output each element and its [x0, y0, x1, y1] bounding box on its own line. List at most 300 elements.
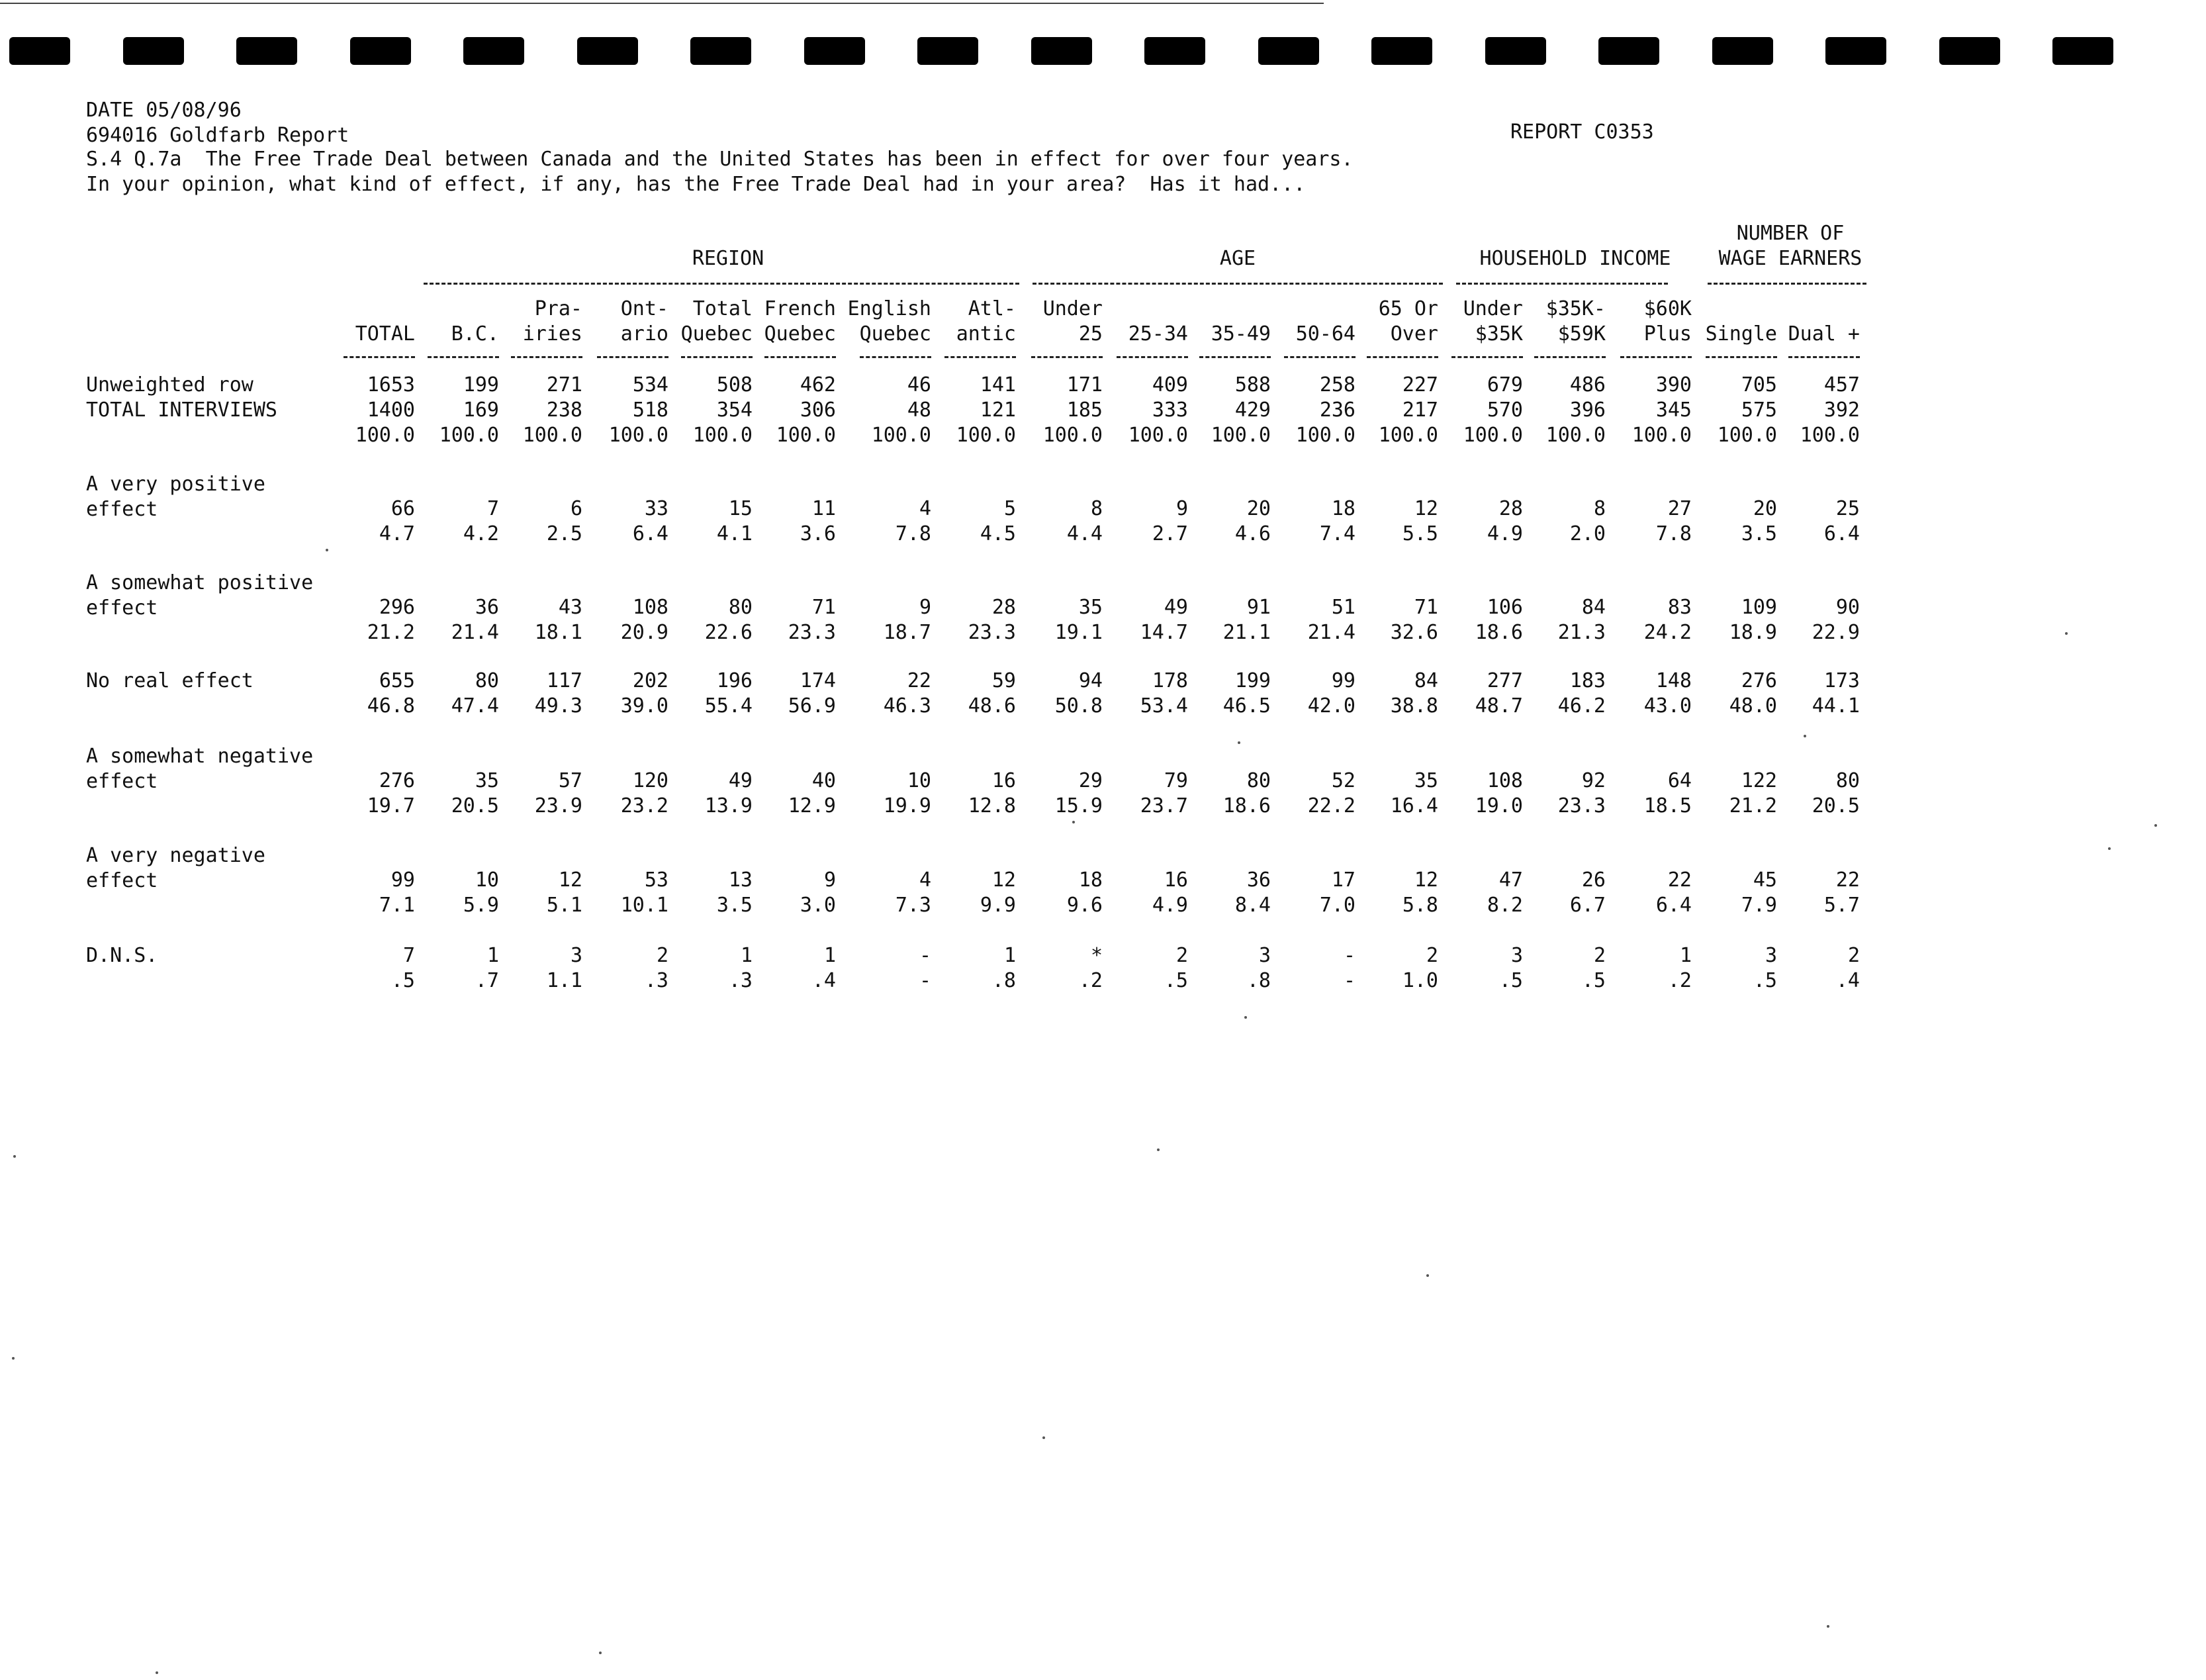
- table-cell: 80: [1835, 769, 1860, 792]
- table-cell: 4.4: [1066, 522, 1103, 545]
- column-header: B.C.: [451, 322, 499, 346]
- table-cell: 1.0: [1402, 969, 1438, 992]
- row-label: effect: [86, 869, 158, 892]
- table-cell: 296: [379, 596, 415, 619]
- table-cell: 46: [907, 373, 931, 397]
- table-cell: 21.3: [1557, 621, 1606, 644]
- table-cell: 50.8: [1054, 694, 1103, 718]
- scan-speck: [1827, 1625, 1829, 1628]
- scan-speck: [1072, 821, 1075, 823]
- printer-feed-holes: [0, 37, 2206, 70]
- column-header: 50-64: [1295, 322, 1356, 346]
- table-cell: 462: [800, 373, 836, 397]
- table-cell: 2.0: [1569, 522, 1606, 545]
- table-cell: 7.1: [379, 894, 415, 917]
- table-cell: 7.0: [1319, 894, 1356, 917]
- column-header: $59K: [1557, 322, 1606, 346]
- table-cell: -: [919, 969, 931, 992]
- table-cell: 100.0: [1042, 424, 1103, 447]
- scan-speck: [1426, 1274, 1429, 1277]
- table-cell: 202: [632, 669, 668, 692]
- table-cell: 18.6: [1222, 794, 1271, 817]
- table-cell: 3.0: [800, 894, 836, 917]
- table-cell: 12: [1414, 497, 1438, 520]
- table-cell: 4: [919, 868, 931, 892]
- table-cell: 36: [475, 596, 499, 619]
- table-cell: 183: [1569, 669, 1606, 692]
- banner-wage-earners-line2: WAGE EARNERS: [1718, 247, 1862, 270]
- table-cell: 23.9: [534, 794, 582, 817]
- table-cell: 4.9: [1487, 522, 1523, 545]
- table-cell: 79: [1164, 769, 1188, 792]
- column-underline: [860, 356, 931, 358]
- table-cell: 3: [1510, 944, 1523, 967]
- banner-wage-earners-line1: NUMBER OF: [1736, 222, 1845, 245]
- table-cell: 49: [1164, 596, 1188, 619]
- feed-hole: [690, 37, 751, 65]
- feed-hole: [1825, 37, 1886, 65]
- table-cell: 100.0: [1128, 424, 1188, 447]
- table-cell: 100.0: [439, 424, 499, 447]
- column-header: Quebec: [764, 322, 836, 346]
- column-header: Quebec: [859, 322, 931, 346]
- column-header: Plus: [1643, 322, 1692, 346]
- table-cell: 392: [1823, 398, 1860, 422]
- column-underline: [1451, 356, 1523, 358]
- table-cell: 92: [1581, 769, 1606, 792]
- table-cell: 588: [1234, 373, 1271, 397]
- table-cell: 28: [1498, 497, 1523, 520]
- feed-hole: [917, 37, 978, 65]
- table-cell: 457: [1823, 373, 1860, 397]
- table-cell: 2.5: [546, 522, 582, 545]
- table-cell: 11: [811, 497, 836, 520]
- column-underline: [511, 356, 582, 358]
- column-underline: [1788, 356, 1860, 358]
- table-cell: 33: [644, 497, 668, 520]
- table-cell: 108: [1487, 769, 1523, 792]
- table-cell: 1: [486, 944, 499, 967]
- table-cell: 18: [1078, 868, 1103, 892]
- table-cell: 29: [1078, 769, 1103, 792]
- table-cell: 705: [1741, 373, 1777, 397]
- table-cell: .5: [1164, 969, 1188, 992]
- scan-speck: [156, 1671, 158, 1674]
- row-label: A very negative: [86, 844, 265, 867]
- table-cell: 100.0: [1800, 424, 1860, 447]
- table-cell: 12: [991, 868, 1016, 892]
- table-cell: 35: [1414, 769, 1438, 792]
- scan-speck: [1157, 1148, 1160, 1151]
- table-cell: 9.9: [980, 894, 1016, 917]
- table-cell: 48.0: [1729, 694, 1777, 718]
- table-cell: 390: [1655, 373, 1692, 397]
- table-cell: 570: [1487, 398, 1523, 422]
- table-cell: -: [919, 944, 931, 967]
- table-cell: 7.8: [1655, 522, 1692, 545]
- table-cell: 2: [1847, 944, 1860, 967]
- table-cell: 94: [1078, 669, 1103, 692]
- table-cell: 49.3: [534, 694, 582, 718]
- table-cell: 23.3: [788, 621, 836, 644]
- table-cell: 22: [1667, 868, 1692, 892]
- table-cell: 23.2: [620, 794, 668, 817]
- feed-hole: [1598, 37, 1659, 65]
- report-date: DATE 05/08/96: [86, 99, 242, 122]
- table-cell: .3: [644, 969, 668, 992]
- table-cell: 3.5: [1741, 522, 1777, 545]
- table-cell: 9: [823, 868, 836, 892]
- scan-speck: [1238, 741, 1240, 744]
- table-cell: 3: [570, 944, 582, 967]
- scan-speck: [13, 1155, 16, 1158]
- table-cell: 534: [632, 373, 668, 397]
- table-cell: 354: [716, 398, 753, 422]
- table-cell: 84: [1581, 596, 1606, 619]
- scan-speck: [599, 1652, 602, 1654]
- table-cell: 4.1: [716, 522, 753, 545]
- table-cell: 655: [379, 669, 415, 692]
- table-cell: 100.0: [1545, 424, 1606, 447]
- table-cell: 99: [391, 868, 415, 892]
- banner-income-rule: [1456, 283, 1668, 285]
- table-cell: 35: [1078, 596, 1103, 619]
- report-name: 694016 Goldfarb Report: [86, 124, 349, 147]
- table-cell: 258: [1319, 373, 1356, 397]
- table-cell: 4.5: [980, 522, 1016, 545]
- table-cell: 276: [1741, 669, 1777, 692]
- feed-hole: [2052, 37, 2113, 65]
- table-cell: .4: [1835, 969, 1860, 992]
- table-cell: 21.4: [451, 621, 499, 644]
- table-cell: 23.3: [1557, 794, 1606, 817]
- table-cell: 36: [1246, 868, 1271, 892]
- table-cell: 56.9: [788, 694, 836, 718]
- table-cell: 20: [1246, 497, 1271, 520]
- table-cell: 22.9: [1812, 621, 1860, 644]
- table-cell: 23.7: [1140, 794, 1188, 817]
- feed-hole: [1258, 37, 1319, 65]
- table-cell: .5: [391, 969, 415, 992]
- table-cell: 3: [1765, 944, 1777, 967]
- table-cell: 10: [907, 769, 931, 792]
- column-header: Atl-: [968, 297, 1016, 320]
- row-label: effect: [86, 770, 158, 793]
- column-header: Ont-: [620, 297, 668, 320]
- scan-speck: [2065, 632, 2068, 635]
- table-cell: 333: [1152, 398, 1188, 422]
- table-cell: 19.1: [1054, 621, 1103, 644]
- table-cell: .5: [1753, 969, 1777, 992]
- table-cell: 53.4: [1140, 694, 1188, 718]
- table-cell: 18.1: [534, 621, 582, 644]
- table-cell: 39.0: [620, 694, 668, 718]
- table-cell: 100.0: [956, 424, 1016, 447]
- column-underline: [428, 356, 499, 358]
- column-header: Dual +: [1788, 322, 1860, 346]
- table-cell: 108: [632, 596, 668, 619]
- table-cell: 109: [1741, 596, 1777, 619]
- column-underline: [1284, 356, 1356, 358]
- column-header: TOTAL: [355, 322, 415, 346]
- table-cell: 55.4: [704, 694, 753, 718]
- table-cell: 100.0: [1717, 424, 1777, 447]
- table-cell: 4: [919, 497, 931, 520]
- table-cell: 19.9: [883, 794, 931, 817]
- table-cell: 13.9: [704, 794, 753, 817]
- table-cell: 18.7: [883, 621, 931, 644]
- column-underline: [944, 356, 1016, 358]
- scan-speck: [1042, 1436, 1045, 1439]
- table-cell: 6.4: [632, 522, 668, 545]
- table-cell: 2: [656, 944, 668, 967]
- table-cell: 173: [1823, 669, 1860, 692]
- column-underline: [681, 356, 753, 358]
- banner-region-rule: [424, 283, 1019, 285]
- table-cell: 19.0: [1475, 794, 1523, 817]
- table-cell: 100.0: [1211, 424, 1271, 447]
- table-cell: 23.3: [968, 621, 1016, 644]
- table-cell: 1653: [367, 373, 415, 397]
- table-cell: 80: [728, 596, 753, 619]
- column-header: Under: [1463, 297, 1523, 320]
- column-header: Under: [1042, 297, 1103, 320]
- table-cell: 18: [1331, 497, 1356, 520]
- table-cell: 2: [1593, 944, 1606, 967]
- table-cell: 306: [800, 398, 836, 422]
- column-header: Quebec: [680, 322, 753, 346]
- column-header: 65 Or: [1378, 297, 1438, 320]
- table-cell: 6.7: [1569, 894, 1606, 917]
- feed-hole: [1371, 37, 1432, 65]
- table-cell: 46.2: [1557, 694, 1606, 718]
- table-cell: 518: [632, 398, 668, 422]
- table-cell: 40: [811, 769, 836, 792]
- feed-hole: [804, 37, 865, 65]
- table-cell: 7.8: [895, 522, 931, 545]
- table-cell: 46.8: [367, 694, 415, 718]
- table-cell: 409: [1152, 373, 1188, 397]
- table-cell: 8.2: [1487, 894, 1523, 917]
- table-cell: 15: [728, 497, 753, 520]
- table-cell: 217: [1402, 398, 1438, 422]
- table-cell: 90: [1835, 596, 1860, 619]
- table-cell: 32.6: [1390, 621, 1438, 644]
- table-cell: 16.4: [1390, 794, 1438, 817]
- table-cell: 17: [1331, 868, 1356, 892]
- column-header: Single: [1705, 322, 1777, 346]
- table-cell: 236: [1319, 398, 1356, 422]
- column-header: $60K: [1643, 297, 1692, 320]
- table-cell: 396: [1569, 398, 1606, 422]
- scan-speck: [326, 549, 328, 551]
- table-cell: 43.0: [1643, 694, 1692, 718]
- table-cell: .4: [811, 969, 836, 992]
- table-cell: .5: [1581, 969, 1606, 992]
- table-cell: .3: [728, 969, 753, 992]
- table-cell: 22.6: [704, 621, 753, 644]
- table-cell: 8: [1090, 497, 1103, 520]
- table-cell: 486: [1569, 373, 1606, 397]
- table-cell: 99: [1331, 669, 1356, 692]
- table-cell: 18.9: [1729, 621, 1777, 644]
- table-cell: 100.0: [1632, 424, 1692, 447]
- column-underline: [1117, 356, 1188, 358]
- table-cell: .8: [991, 969, 1016, 992]
- table-cell: 2: [1175, 944, 1188, 967]
- table-cell: 4.6: [1234, 522, 1271, 545]
- row-label: No real effect: [86, 669, 253, 692]
- table-cell: 679: [1487, 373, 1523, 397]
- table-cell: 20.9: [620, 621, 668, 644]
- table-cell: 7.9: [1741, 894, 1777, 917]
- table-cell: 20: [1753, 497, 1777, 520]
- table-cell: 51: [1331, 596, 1356, 619]
- table-cell: 71: [811, 596, 836, 619]
- table-cell: 117: [546, 669, 582, 692]
- table-cell: 22.2: [1307, 794, 1356, 817]
- table-cell: 43: [558, 596, 582, 619]
- table-cell: 13: [728, 868, 753, 892]
- table-cell: 22: [907, 669, 931, 692]
- table-cell: 7: [402, 944, 415, 967]
- table-cell: 178: [1152, 669, 1188, 692]
- row-label: effect: [86, 596, 158, 620]
- question-line-1: S.4 Q.7a The Free Trade Deal between Canada and the United States has been in effect for over four years.: [86, 148, 1354, 171]
- table-cell: 345: [1655, 398, 1692, 422]
- report-id: REPORT C0353: [1510, 120, 1654, 144]
- row-label: A somewhat positive: [86, 571, 314, 594]
- table-cell: 6.4: [1655, 894, 1692, 917]
- table-cell: 48: [907, 398, 931, 422]
- table-cell: 169: [463, 398, 499, 422]
- scan-speck: [2154, 824, 2157, 827]
- table-cell: 12.9: [788, 794, 836, 817]
- column-underline: [764, 356, 836, 358]
- table-cell: 3: [1258, 944, 1271, 967]
- banner-wage-rule: [1708, 283, 1866, 285]
- table-cell: 1: [740, 944, 753, 967]
- feed-hole: [1712, 37, 1773, 65]
- column-underline: [597, 356, 668, 358]
- table-cell: 5.8: [1402, 894, 1438, 917]
- table-cell: 28: [991, 596, 1016, 619]
- table-cell: .8: [1246, 969, 1271, 992]
- table-cell: 1400: [367, 398, 415, 422]
- table-cell: 12: [558, 868, 582, 892]
- table-cell: 27: [1667, 497, 1692, 520]
- table-cell: 6.4: [1823, 522, 1860, 545]
- table-cell: 199: [463, 373, 499, 397]
- table-cell: 100.0: [608, 424, 668, 447]
- table-cell: 121: [980, 398, 1016, 422]
- table-cell: 83: [1667, 596, 1692, 619]
- table-cell: 21.2: [367, 621, 415, 644]
- column-header: $35K: [1475, 322, 1523, 346]
- table-cell: 7: [486, 497, 499, 520]
- column-header: Total: [692, 297, 753, 320]
- banner-age: AGE: [1219, 247, 1256, 270]
- scan-speck: [12, 1357, 15, 1360]
- table-cell: 174: [800, 669, 836, 692]
- table-cell: 4.7: [379, 522, 415, 545]
- column-underline: [1031, 356, 1103, 358]
- table-cell: 100.0: [871, 424, 931, 447]
- table-cell: 100.0: [692, 424, 753, 447]
- table-cell: 48.7: [1475, 694, 1523, 718]
- table-cell: 47: [1498, 868, 1523, 892]
- table-cell: .7: [475, 969, 499, 992]
- column-underline: [1706, 356, 1777, 358]
- table-cell: 80: [1246, 769, 1271, 792]
- table-cell: 141: [980, 373, 1016, 397]
- table-cell: 49: [728, 769, 753, 792]
- column-header: Over: [1390, 322, 1438, 346]
- table-cell: 8.4: [1234, 894, 1271, 917]
- table-cell: 48.6: [968, 694, 1016, 718]
- table-cell: 148: [1655, 669, 1692, 692]
- table-cell: 53: [644, 868, 668, 892]
- column-header: 25-34: [1128, 322, 1188, 346]
- table-cell: 2.7: [1152, 522, 1188, 545]
- table-cell: 20.5: [1812, 794, 1860, 817]
- column-header: $35K-: [1545, 297, 1606, 320]
- question-line-2: In your opinion, what kind of effect, if any, has the Free Trade Deal had in your area? Has it had...: [86, 173, 1306, 196]
- table-cell: 14.7: [1140, 621, 1188, 644]
- table-cell: 1: [1679, 944, 1692, 967]
- table-cell: 9: [919, 596, 931, 619]
- table-cell: 18.6: [1475, 621, 1523, 644]
- table-cell: 35: [475, 769, 499, 792]
- table-cell: 100.0: [1295, 424, 1356, 447]
- table-cell: 44.1: [1812, 694, 1860, 718]
- column-header: Pra-: [534, 297, 582, 320]
- table-cell: 57: [558, 769, 582, 792]
- table-cell: 8: [1593, 497, 1606, 520]
- table-cell: 227: [1402, 373, 1438, 397]
- table-cell: 199: [1234, 669, 1271, 692]
- feed-hole: [350, 37, 411, 65]
- table-cell: 508: [716, 373, 753, 397]
- table-cell: 80: [475, 669, 499, 692]
- row-label: effect: [86, 498, 158, 521]
- table-cell: 171: [1066, 373, 1103, 397]
- feed-hole: [1485, 37, 1546, 65]
- banner-age-rule: [1033, 283, 1443, 285]
- table-cell: 7.4: [1319, 522, 1356, 545]
- table-cell: 45: [1753, 868, 1777, 892]
- table-cell: 3.5: [716, 894, 753, 917]
- column-header: ario: [620, 322, 668, 346]
- table-cell: 21.2: [1729, 794, 1777, 817]
- table-cell: 10.1: [620, 894, 668, 917]
- table-cell: 277: [1487, 669, 1523, 692]
- table-cell: 15.9: [1054, 794, 1103, 817]
- column-header: 25: [1078, 322, 1103, 346]
- feed-hole: [1144, 37, 1205, 65]
- table-cell: 100.0: [1463, 424, 1523, 447]
- table-cell: 19.7: [367, 794, 415, 817]
- table-cell: 4.9: [1152, 894, 1188, 917]
- table-cell: 46.5: [1222, 694, 1271, 718]
- table-cell: 38.8: [1390, 694, 1438, 718]
- table-cell: 106: [1487, 596, 1523, 619]
- table-cell: 100.0: [355, 424, 415, 447]
- table-cell: 91: [1246, 596, 1271, 619]
- table-cell: 42.0: [1307, 694, 1356, 718]
- table-cell: 5.1: [546, 894, 582, 917]
- row-label: Unweighted row: [86, 373, 253, 397]
